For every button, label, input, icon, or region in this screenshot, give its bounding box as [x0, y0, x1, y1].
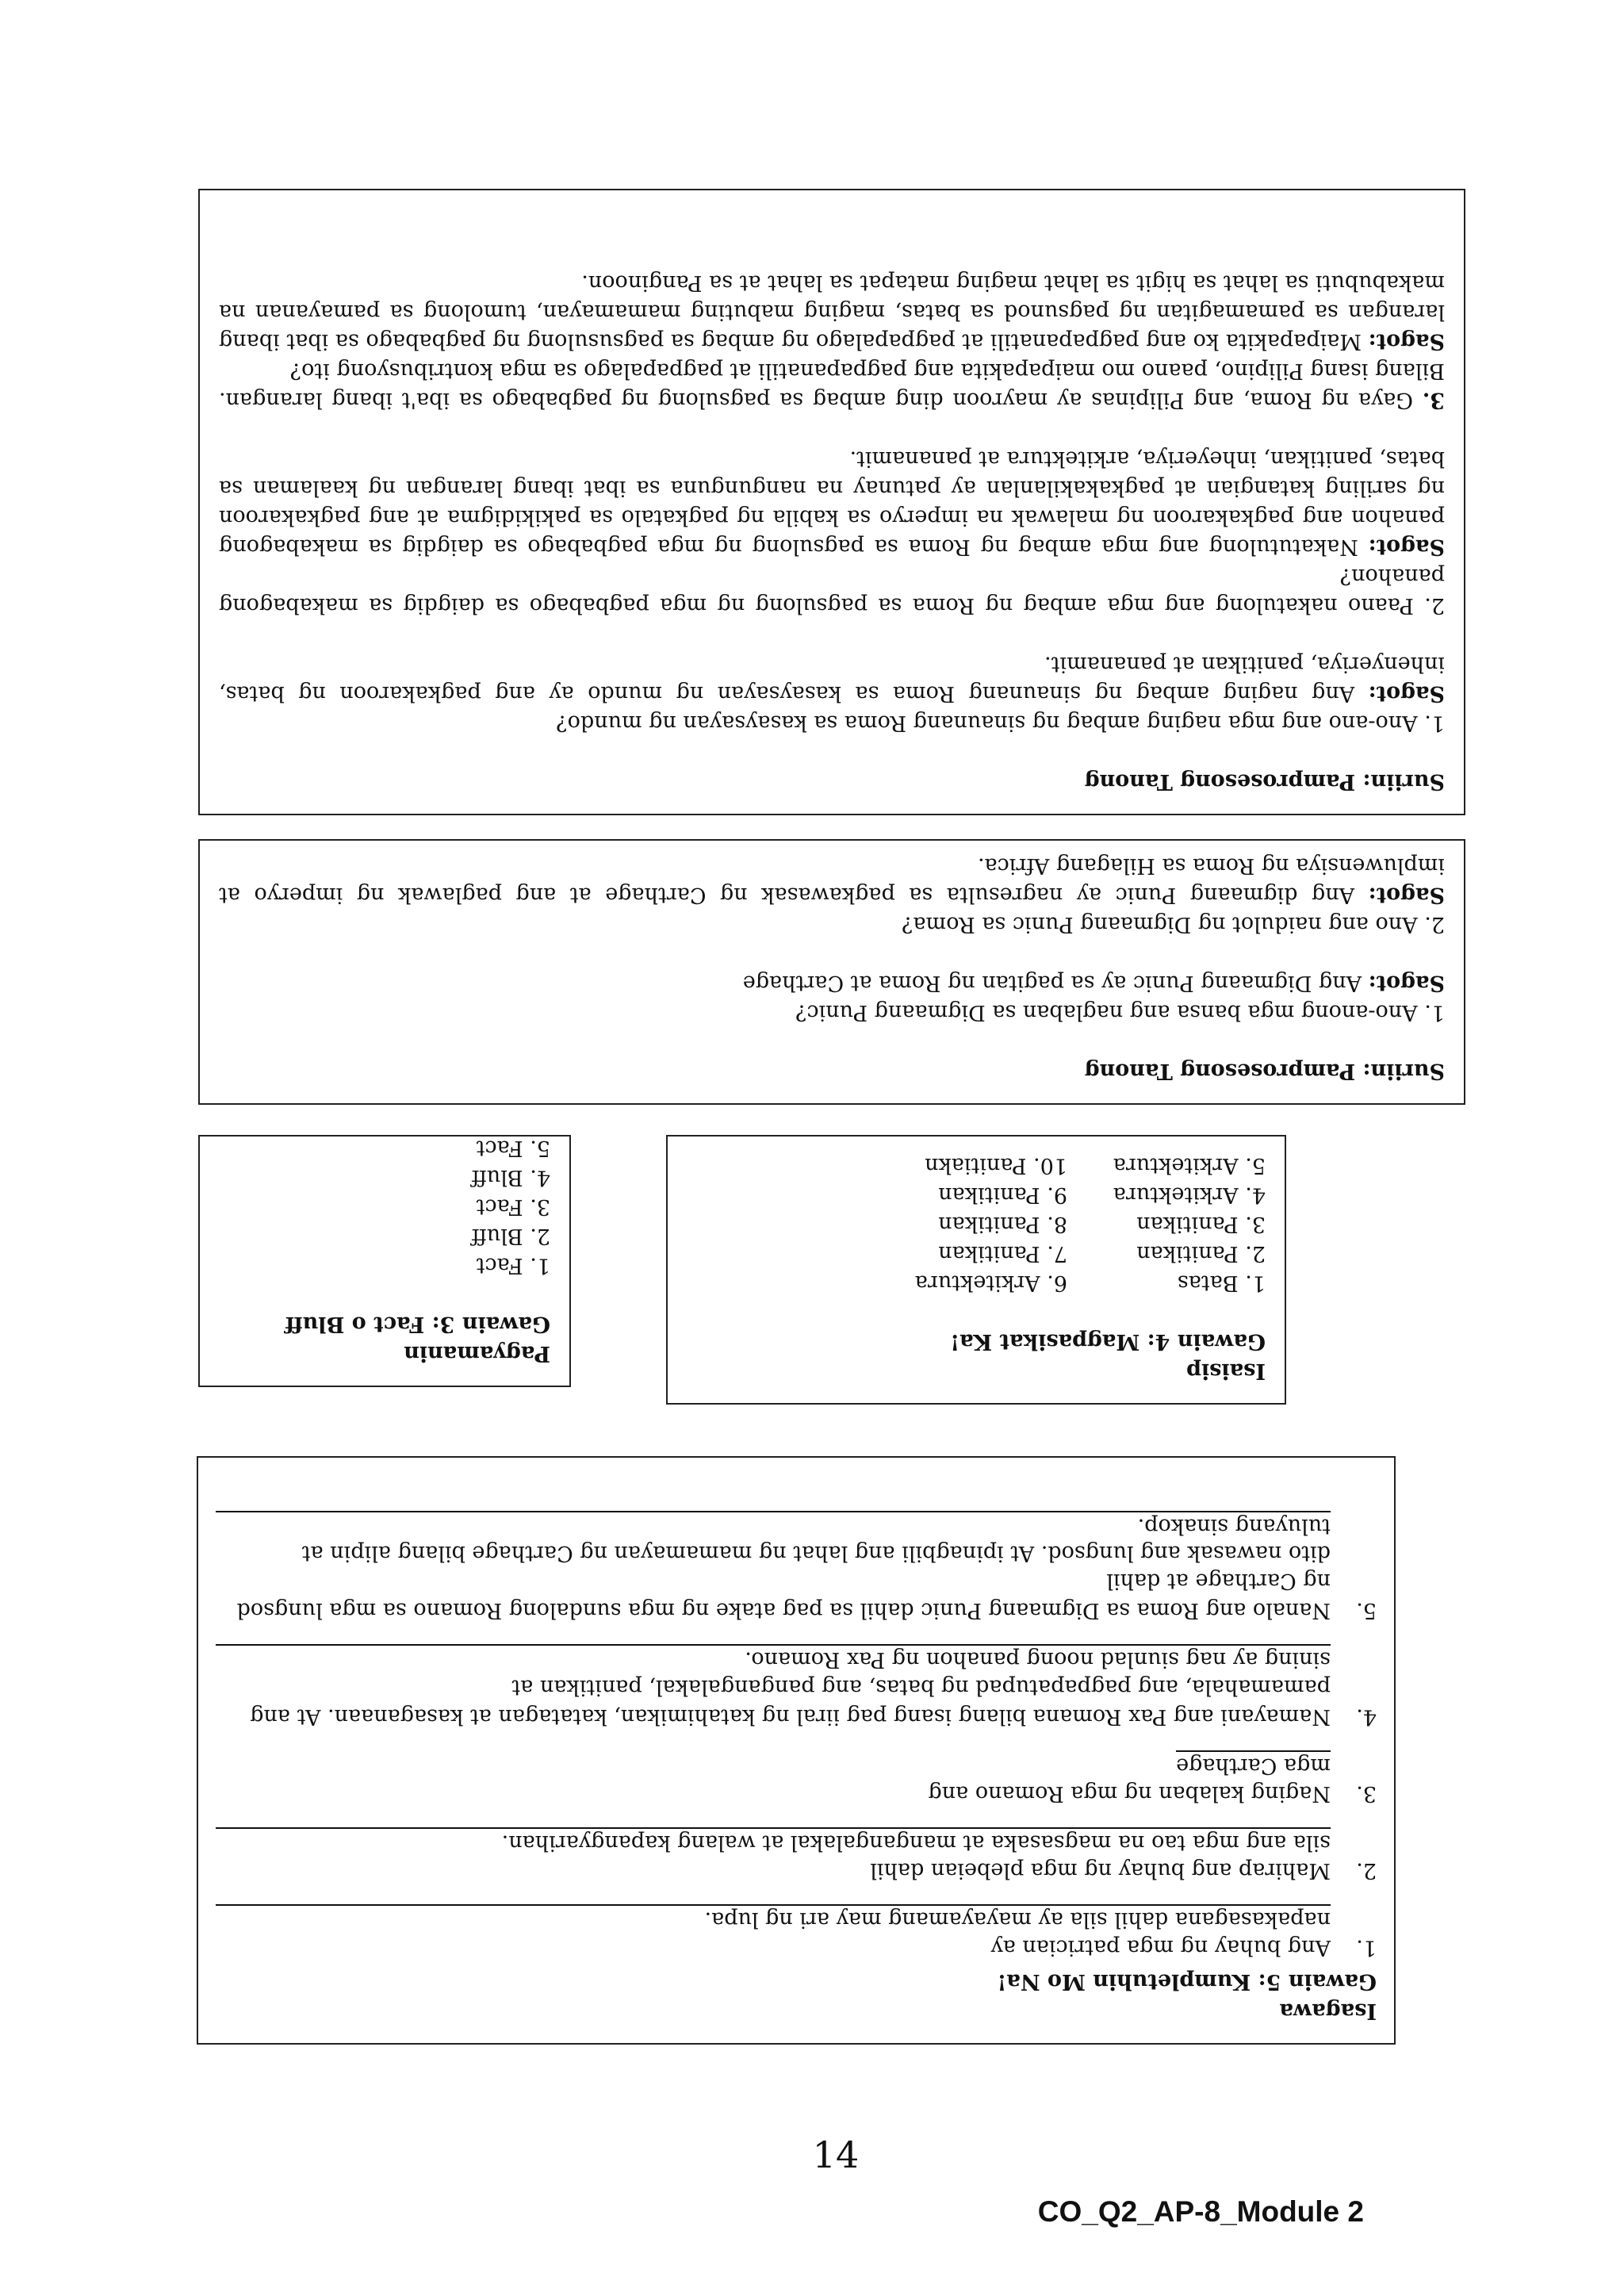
answer-label: Sagot:	[1368, 883, 1445, 907]
answer-label: Sagot:	[1368, 535, 1445, 559]
page-number: 14	[812, 2133, 860, 2176]
answer-1	[219, 650, 1445, 708]
isagawa-subtitle: Gawain 5: Kumpletuhin Mo Na!	[997, 1969, 1377, 1994]
suriin-ambag-heading: Suriin: Pamprosesong Tanong	[1084, 769, 1445, 794]
answer-item: 3. Fact	[476, 1194, 550, 1219]
answer-text: Ang naging ambag ng sinaunang Roma sa kasaysayan ng mundo ay ang pagkakaroon ng batas, inhenyeriya, panitikan at pananamit.	[219, 652, 1445, 706]
answer-item: 5. Arkitektura	[1113, 1153, 1266, 1178]
item-answer: napakasagana dahil sila ay mayayamang may ari ng lupa.	[216, 1904, 1331, 1933]
question-1: 1. Ano-anong mga bansa ang naglaban sa Digmaang Punic?	[795, 1000, 1445, 1025]
answer-item: 2. Panitikan	[1136, 1241, 1266, 1266]
answer-item: 1. Batas	[1177, 1271, 1266, 1295]
isaisip-title: Isaisip	[1186, 1359, 1266, 1383]
answer-item: 5. Fact	[476, 1136, 550, 1160]
list-item	[216, 1511, 1377, 1625]
question-2: 2. Ano ang naidulot ng Digmaang Punic sa Roma?	[902, 912, 1445, 937]
list-item	[216, 1827, 1377, 1885]
answer-item: 3. Panitikan	[1136, 1212, 1266, 1236]
list-item	[216, 1904, 1377, 1962]
answer-item: 2. Bluff	[471, 1224, 550, 1248]
list-item	[216, 1750, 1377, 1808]
isagawa-title: Isagawa	[1279, 1999, 1377, 2023]
item-answer: sila ang mga tao na magsasaka at mangangalakal at walang kapangyarihan.	[216, 1827, 1331, 1856]
suriin-punic-heading: Suriin: Pamprosesong Tanong	[1084, 1059, 1445, 1083]
isaisip-box	[666, 1135, 1286, 1405]
pagyamanin-title: Pagyamanin	[404, 1341, 550, 1366]
answer-item: 6. Arkitektura	[914, 1271, 1067, 1295]
item-prompt: Namayani ang Pax Romana bilang isang pag iiral ng katahimikan, katatagan at kasaganaan. At ang pamamahala, ang pagpapatupad ng batas, ang pangangalakal, panitikan at	[250, 1675, 1331, 1729]
item-prompt: Mahirap ang buhay ng mga plebeian dahil	[870, 1858, 1331, 1883]
pagyamanin-box	[198, 1135, 571, 1387]
question-number: 3.	[1422, 388, 1445, 412]
question-3	[219, 356, 1445, 415]
question-2: 2. Paano nakatulong ang mga ambag ng Roma sa pagsulong ng mga pagbabago sa daigdig sa makabagong panahon?	[219, 564, 1445, 618]
suriin-ambag-box	[198, 189, 1465, 815]
answer-item: 7. Panitikan	[938, 1241, 1067, 1266]
answer-1	[219, 968, 1445, 998]
answer-text: Maipapakita ko ang pagpapanatili at pagpapalago ng ambag sa pagsusulong ng pagbabago sa ibat ibang larangan sa pamamagitan ng pagsunod sa batas, maging mabuting mamamayan, tumolong sa pamayanan na makabubuti sa lahat sa higit sa lahat maging matapat sa lahat at sa Panginoon.	[219, 270, 1445, 354]
module-code: CO_Q2_AP-8_Module 2	[1037, 2195, 1364, 2228]
item-prompt: Naging kalaban ng mga Romano ang	[928, 1781, 1331, 1806]
item-number: 3.	[1356, 1781, 1377, 1806]
answer-label: Sagot:	[1368, 681, 1445, 706]
answer-item: 10. Panitiakn	[925, 1153, 1067, 1178]
item-prompt: Nanalo ang Roma sa Digmaang Punic dahil sa pag atake ng mga sundalong Romano sa mga lungsod ng Carthage at dahil	[236, 1569, 1331, 1623]
item-number: 5.	[1356, 1598, 1377, 1623]
answer-label: Sagot:	[1368, 971, 1445, 995]
item-prompt: Ang buhay ng mga patrician ay	[990, 1935, 1331, 1960]
answer-item: 1. Fact	[476, 1253, 550, 1278]
answer-2	[219, 444, 1445, 562]
item-number: 2.	[1356, 1858, 1377, 1883]
item-number: 1.	[1356, 1935, 1377, 1960]
answer-3	[219, 268, 1445, 356]
answer-text: Ang Digmaang Punic ay sa pagitan ng Roma at Carthage	[742, 971, 1362, 995]
suriin-punic-box	[198, 839, 1465, 1105]
list-item	[216, 1644, 1377, 1731]
answer-item: 9. Panitikan	[938, 1182, 1067, 1207]
item-number: 4.	[1356, 1704, 1377, 1729]
item-answer: sining ay nag siunlad noong panahon ng Pax Romano.	[216, 1644, 1331, 1673]
answer-item: 4. Arkitektura	[1113, 1182, 1266, 1207]
answer-text: Nakatutulong ang mga ambag ng Roma sa pagsulong ng mga pagbabago sa daigdig sa makabagong panahon ang pagkakaroon ng malawak na imperyo sa kabila ng pagkatalo sa pakikidigma at ang pagkakaroon ng sariling katangian at pagkakakilanlan ay patunay na nangunguna sa ibat ibang larangan ng kaalaman sa batas, panitikan, inheyeriya, arkitektura at pananamit.	[219, 447, 1445, 559]
question-1: 1. Ano-ano ang mga naging ambag ng sinaunang Roma sa kasaysayan ng mundo?	[556, 711, 1445, 735]
item-answer: mga Carthage	[1176, 1750, 1331, 1779]
question-text: Gaya ng Roma, ang Pilipinas ay mayroon ding ambag sa pagsulong ng pagbabago sa iba't ibang larangan. Bilang isang Pilipino, paano mo maipapakita ang pagpapanatili at pagpapalago sa mga kontribusyong ito?	[219, 358, 1445, 412]
answer-label: Sagot:	[1368, 329, 1445, 354]
answer-text: Ang digmaang Punic ay nagresulta sa pagkawasak ng Carthage at ang paglawak ng imperyo at impluwensiya ng Roma sa Hilagang Africa.	[219, 853, 1445, 907]
isaisip-subtitle: Gawain 4: Magpasikat Ka!	[950, 1329, 1266, 1354]
answer-item: 4. Bluff	[471, 1165, 550, 1190]
pagyamanin-subtitle: Gawain 3: Fact o Bluff	[285, 1312, 550, 1336]
answer-item: 8. Panitikan	[938, 1212, 1067, 1236]
item-answer: dito nawasak ang lungsod. At ipinagbili ang lahat ng mamamayan ng Carthage bilang alipin at tuluyang sinakop.	[216, 1511, 1331, 1566]
answer-2	[219, 851, 1445, 910]
isagawa-box	[197, 1456, 1396, 2045]
isaisip-answer-grid	[687, 1151, 1266, 1297]
